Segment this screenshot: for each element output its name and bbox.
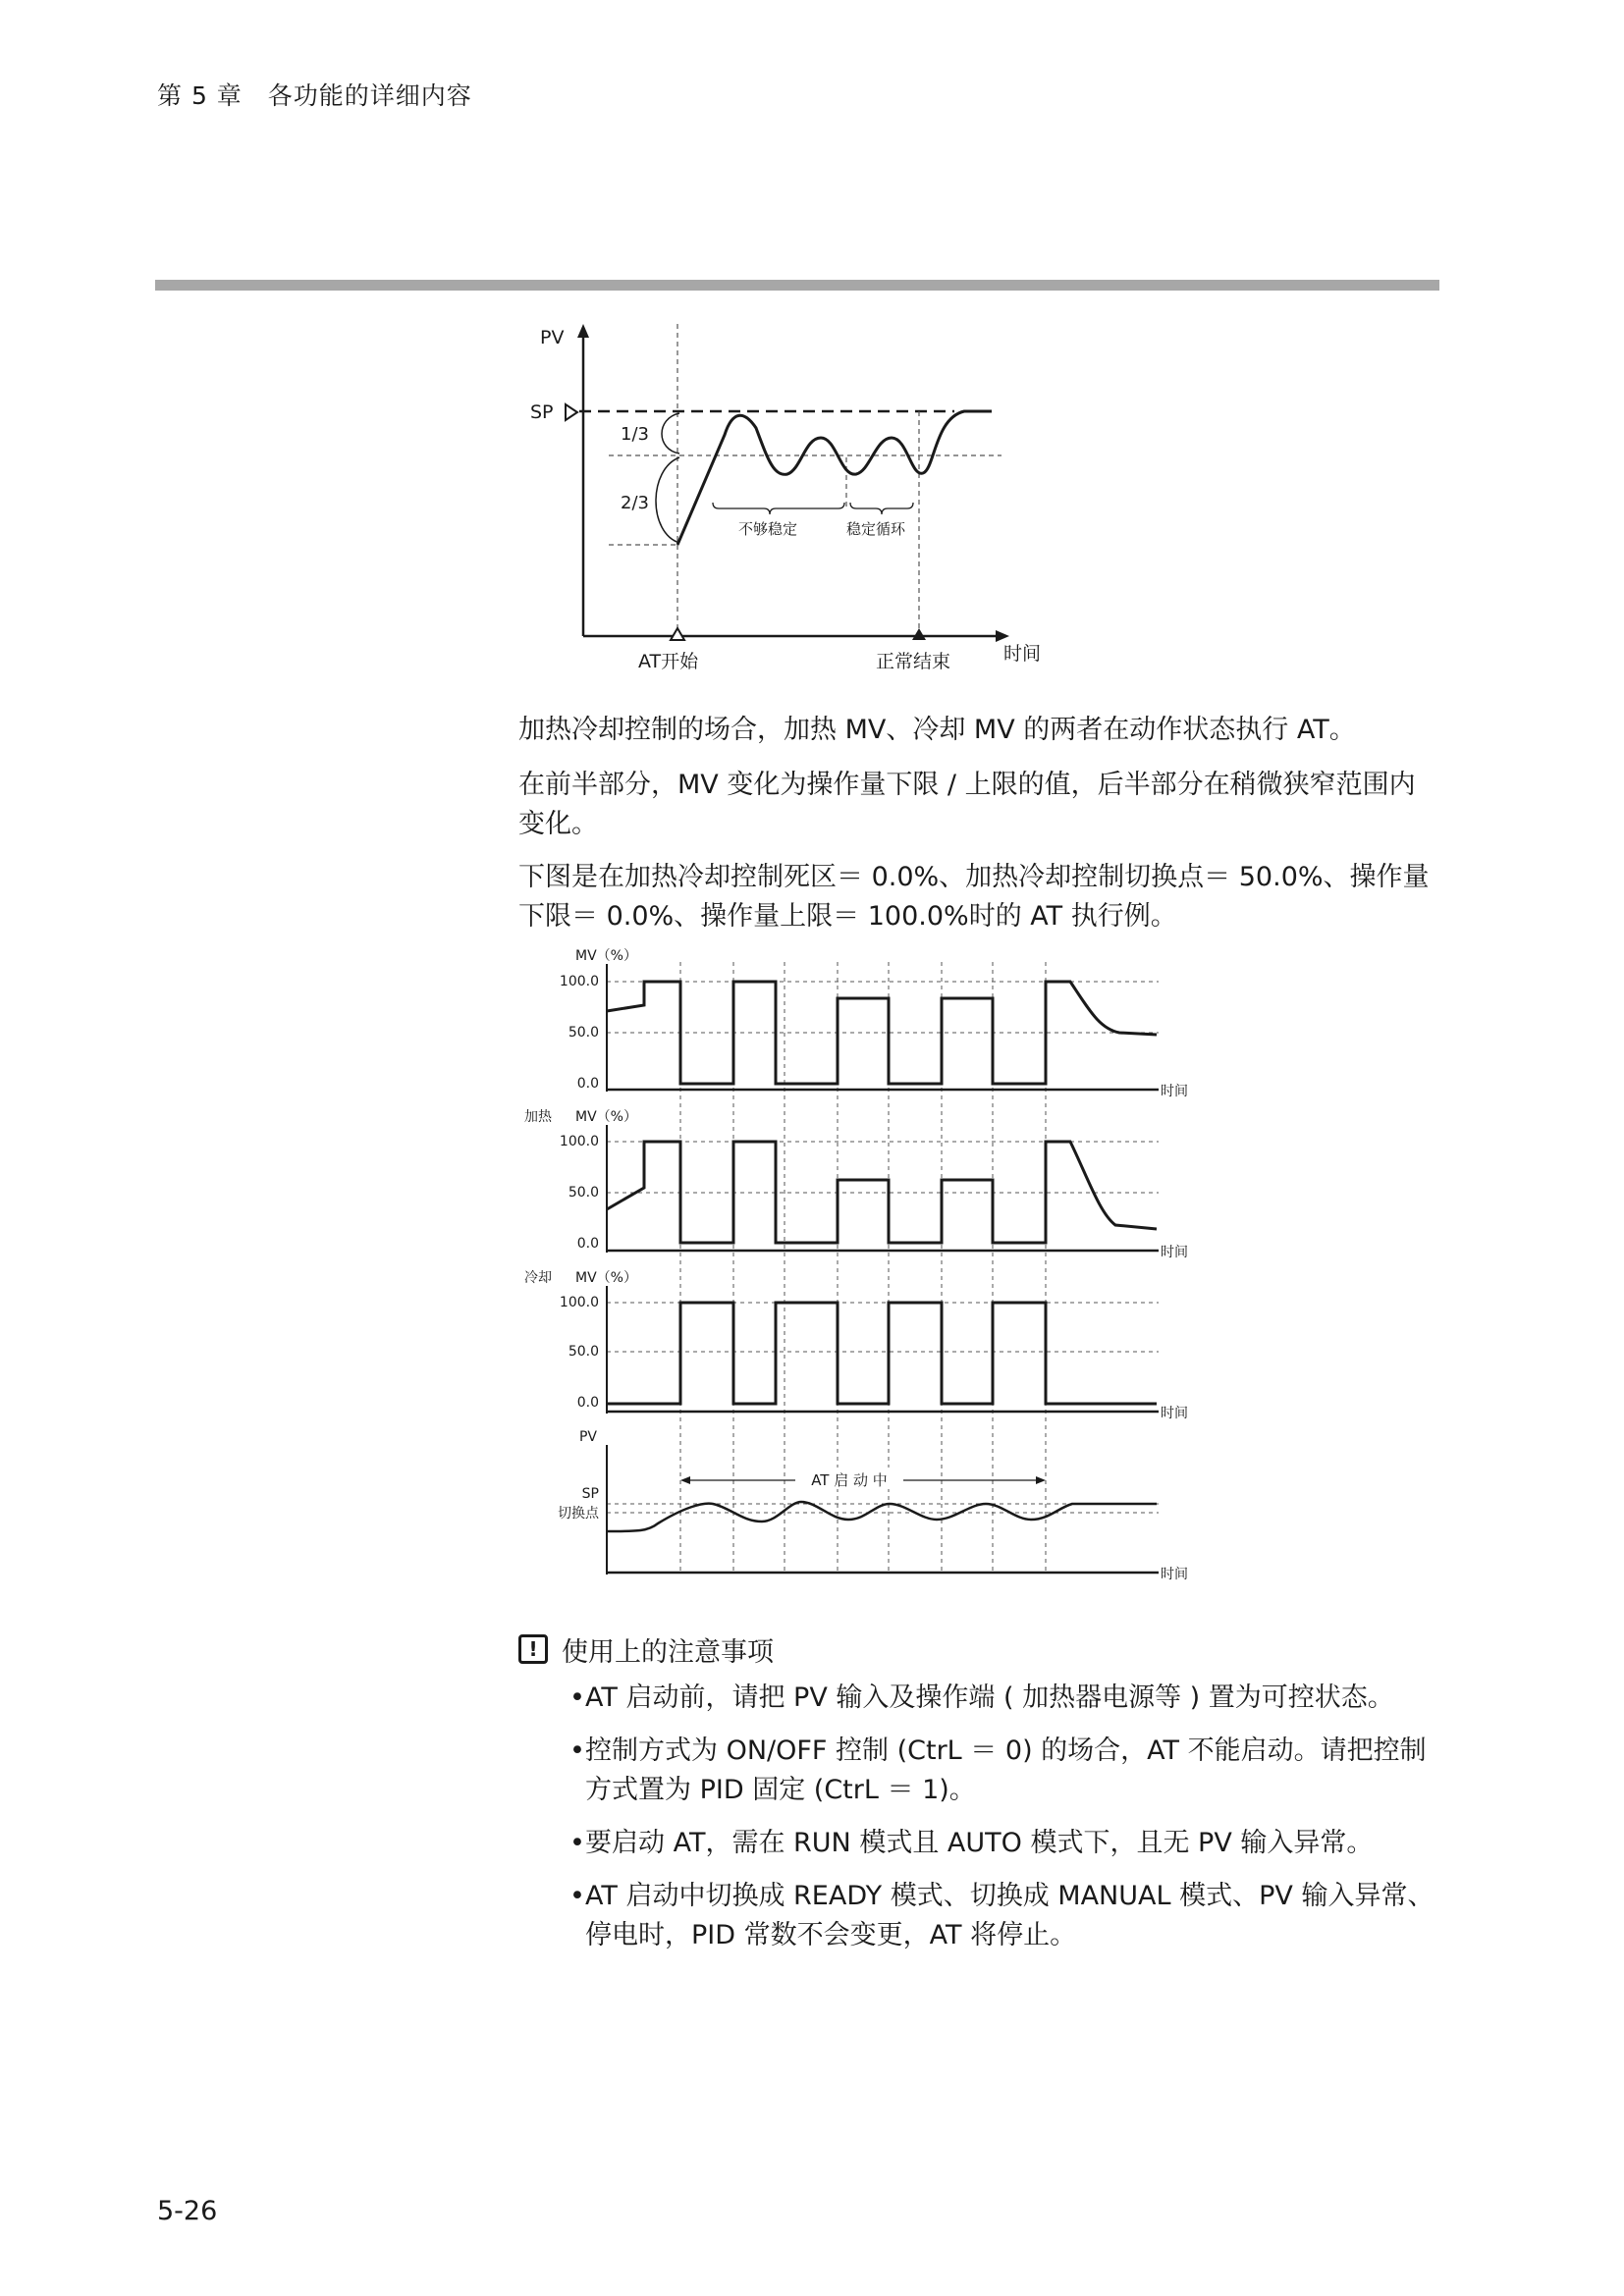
cool-y100: 100.0	[559, 1295, 599, 1310]
paragraph-heat-cool: 加热冷却控制的场合，加热 MV、冷却 MV 的两者在动作状态执行 AT。	[518, 715, 1356, 745]
time-axis-label: 时间	[1003, 643, 1042, 665]
heat-y50: 50.0	[568, 1185, 599, 1201]
notes-title: 使用上的注意事项	[562, 1636, 774, 1668]
sp-marker	[566, 404, 577, 420]
heat-mv-title: MV（%）	[575, 1109, 637, 1125]
paragraph-example: 下图是在加热冷却控制死区＝ 0.0%、加热冷却控制切换点＝ 50.0%、操作量下限＝ 0.0%、操作量上限＝ 100.0%时的 AT 执行例。	[518, 862, 1430, 932]
heat-time-label: 时间	[1161, 1245, 1188, 1260]
heat-y0: 0.0	[576, 1236, 599, 1252]
at-running-arrow-right	[1036, 1476, 1046, 1484]
cool-waveform	[607, 1303, 1157, 1404]
cool-y50: 50.0	[568, 1344, 599, 1360]
at-start-label: AT开始	[638, 651, 699, 672]
cool-mv-title: MV（%）	[575, 1270, 637, 1286]
chapter-header: 第 5 章 各功能的详细内容	[157, 81, 472, 110]
caution-icon: !	[518, 1634, 548, 1664]
at-running-arrow-left	[680, 1476, 690, 1484]
heat-label: 加热	[524, 1109, 552, 1125]
normal-end-label: 正常结束	[876, 651, 951, 672]
at-running-label: AT 启 动 中	[811, 1471, 888, 1489]
note-item: • 要启动 AT，需在 RUN 模式且 AUTO 模式下，且无 PV 输入异常。	[569, 1824, 1451, 1863]
notes-header	[518, 1629, 1451, 1669]
normal-end-marker	[912, 628, 926, 640]
pv-time-label: 时间	[1161, 1567, 1188, 1582]
pv-switch-label: 切换点	[558, 1506, 599, 1522]
cool-time-label: 时间	[1161, 1406, 1188, 1421]
sp-label: SP	[530, 401, 554, 423]
paragraph-mv-range: 在前半部分，MV 变化为操作量下限 / 上限的值，后半部分在稍微狭窄范围内变化。	[518, 770, 1416, 839]
pv-axis-arrow	[577, 324, 589, 338]
mv-y0: 0.0	[576, 1076, 599, 1092]
cooling-mv-panel	[524, 1270, 1188, 1421]
third1-label: 1/3	[621, 424, 649, 445]
pv-title: PV	[578, 1429, 597, 1445]
third1-brace	[662, 413, 679, 454]
mv-timing-chart	[511, 942, 1218, 1590]
pv-axis-label: PV	[540, 327, 565, 348]
mv-y50: 50.0	[568, 1025, 599, 1041]
page-number: 5-26	[157, 2196, 218, 2226]
unstable-label: 不够稳定	[738, 520, 798, 538]
cool-label: 冷却	[524, 1270, 552, 1286]
at-start-marker	[671, 628, 684, 640]
note-item: • AT 启动前，请把 PV 输入及操作端 ( 加热器电源等 ) 置为可控状态。	[569, 1679, 1451, 1718]
at-process-diagram	[511, 312, 1060, 685]
third2-brace	[656, 457, 679, 543]
mv-y100: 100.0	[559, 974, 599, 989]
note-item: • 控制方式为 ON/OFF 控制 (CtrL ＝ 0) 的场合，AT 不能启动。请把控制方式置为 PID 固定 (CtrL ＝ 1)。	[569, 1732, 1451, 1810]
stable-label: 稳定循环	[846, 520, 906, 538]
heat-y100: 100.0	[559, 1134, 599, 1149]
note-item: • AT 启动中切换成 READY 模式、切换成 MANUAL 模式、PV 输入异常、停电时，PID 常数不会变更，AT 将停止。	[569, 1877, 1451, 1955]
third2-label: 2/3	[621, 493, 649, 513]
unstable-brace	[713, 503, 844, 514]
time-axis-arrow	[996, 630, 1009, 642]
usage-notes	[518, 1629, 1451, 1969]
pv-curve	[677, 411, 992, 545]
cool-y0: 0.0	[576, 1395, 599, 1411]
mv-title: MV（%）	[575, 948, 637, 964]
mv-panel	[560, 948, 1188, 1099]
heating-mv-panel	[524, 1108, 1188, 1260]
pv-waveform	[607, 1502, 1157, 1531]
stable-brace	[850, 503, 913, 514]
pv-panel	[558, 1429, 1188, 1582]
mv-time-label: 时间	[1161, 1084, 1188, 1099]
section-rule	[155, 280, 1439, 291]
pv-sp-label: SP	[581, 1486, 599, 1502]
note-list	[518, 1679, 1451, 1955]
